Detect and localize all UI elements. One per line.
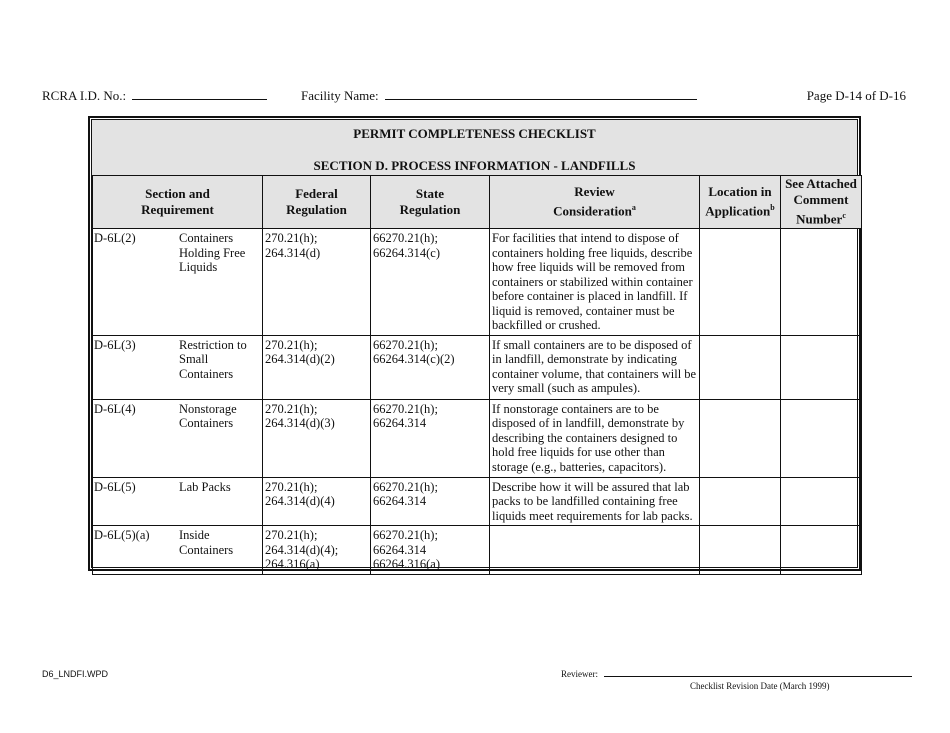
checklist-title: PERMIT COMPLETENESS CHECKLIST [353,126,596,141]
section-title: SECTION D. PROCESS INFORMATION - LANDFILLS [313,158,636,173]
section-cell [93,399,263,477]
location-in-application-cell[interactable] [700,399,781,477]
location-in-application-cell[interactable] [700,526,781,575]
rcra-id-field [42,88,267,104]
section-cell [93,229,263,336]
state-regulation-cell: 66270.21(h); 66264.314 [371,477,490,526]
col-header-comment: See Attached Comment Number$^c$ [781,176,862,229]
section-code: D-6L(3) [94,337,136,352]
section-code: D-6L(5) [94,479,136,494]
file-name: D6_LNDFI.WPD [42,669,109,679]
col-header-federal: Federal Regulation [263,176,371,229]
col-header-review: Review Consideration$^a$ [490,176,700,229]
comment-number-cell[interactable] [781,526,862,575]
col-header-location: Location in Application$^b$ [700,176,781,229]
table-row [93,229,862,336]
federal-regulation-cell: 270.21(h); 264.314(d)(2) [263,335,371,399]
section-cell [93,526,263,575]
reviewer-field [561,669,912,679]
rcra-id-blank[interactable] [132,89,267,100]
comment-number-cell[interactable] [781,335,862,399]
checklist-frame [88,116,861,571]
comment-number-cell[interactable] [781,229,862,336]
location-in-application-cell[interactable] [700,229,781,336]
table-row [93,526,862,575]
section-requirement: Inside Containers [179,528,234,557]
section-requirement: Restriction to Small Containers [179,337,247,381]
table-header-row [93,176,862,229]
review-consideration-cell: Describe how it will be assured that lab packs to be landfilled containing free liquids meet requirements for lab packs. [490,477,700,526]
table-row [93,399,862,477]
review-consideration-cell: If nonstorage containers are to be disposed of in landfill, demonstrate by describing the containers designed to hold free liquids for use other than storage (e.g., batteries, capacitors). [490,399,700,477]
section-requirement: Containers Holding Free Liquids [179,231,246,274]
section-cell [93,335,263,399]
review-consideration-cell [490,526,700,575]
page-number: Page D-14 of D-16 [806,88,906,103]
state-regulation-cell: 66270.21(h); 66264.314 [371,399,490,477]
section-cell [93,477,263,526]
revision-date: Checklist Revision Date (March 1999) [690,681,830,691]
location-in-application-cell[interactable] [700,335,781,399]
facility-name-blank[interactable] [385,89,697,100]
col-header-section: Section and Requirement [93,176,263,229]
comment-number-cell[interactable] [781,399,862,477]
section-code: D-6L(2) [94,231,136,245]
reviewer-blank[interactable] [604,669,912,677]
facility-name-field [301,88,697,104]
checklist-table [92,175,862,575]
table-row [93,477,862,526]
location-in-application-cell[interactable] [700,477,781,526]
federal-regulation-cell: 270.21(h); 264.314(d)(3) [263,399,371,477]
section-requirement: Lab Packs [179,479,231,494]
checklist-title-bar [92,120,857,176]
rcra-id-label: RCRA I.D. No.: [42,88,127,103]
reviewer-label: Reviewer: [561,669,598,679]
section-code: D-6L(4) [94,401,136,416]
table-row [93,335,862,399]
review-consideration-cell: For facilities that intend to dispose of containers holding free liquids, describe how free liquids will be removed from containers or stabilized within container before container is placed in landfill. If liquid is removed, container must be backfilled or crushed. [490,229,700,336]
section-requirement: Nonstorage Containers [179,401,237,430]
federal-regulation-cell: 270.21(h); 264.314(d) [263,229,371,336]
state-regulation-cell: 66270.21(h); 66264.314 66264.316(a) [371,526,490,575]
federal-regulation-cell: 270.21(h); 264.314(d)(4) [263,477,371,526]
comment-number-cell[interactable] [781,477,862,526]
state-regulation-cell: 66270.21(h); 66264.314(c)(2) [371,335,490,399]
review-consideration-cell: If small containers are to be disposed of in landfill, demonstrate by indicating container volume, that containers will be very small (such as ampules). [490,335,700,399]
facility-name-label: Facility Name: [301,88,379,103]
col-header-state: State Regulation [371,176,490,229]
federal-regulation-cell: 270.21(h); 264.314(d)(4); 264.316(a) [263,526,371,575]
state-regulation-cell: 66270.21(h); 66264.314(c) [371,229,490,336]
section-code: D-6L(5)(a) [94,528,150,542]
